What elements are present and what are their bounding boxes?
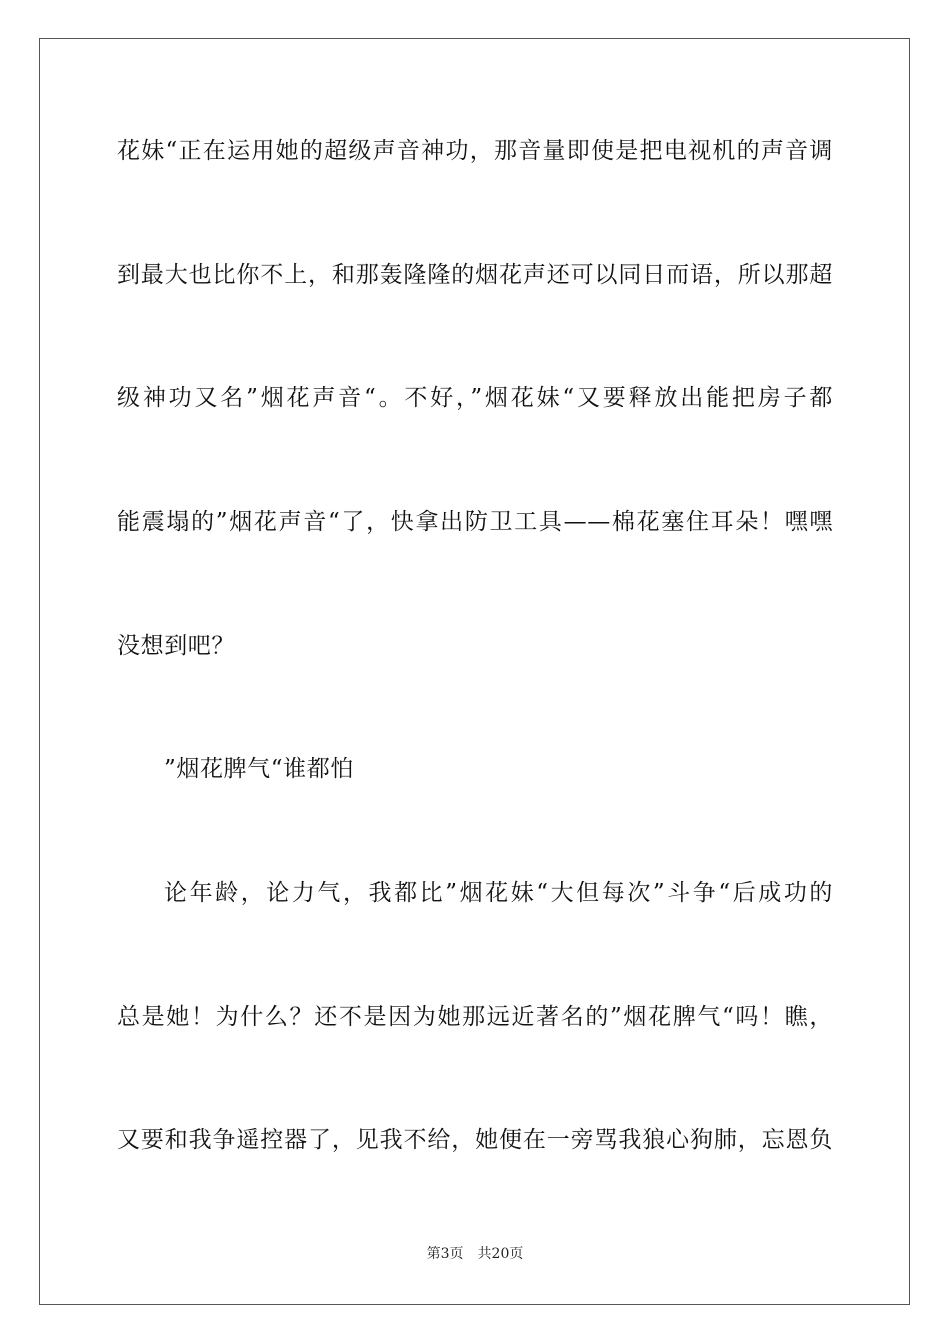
page-footer [0, 1244, 950, 1264]
paragraph-line: 级神功又名”烟花声音“。不好，”烟花妹“又要释放出能把房子都 [117, 385, 833, 411]
paragraph-line: 总是她！为什么？还不是因为她那远近著名的”烟花脾气“吗！瞧， [117, 1004, 833, 1030]
paragraph-line: 到最大也比你不上，和那轰隆隆的烟花声还可以同日而语，所以那超 [117, 262, 833, 288]
paragraph-line: 论年龄，论力气，我都比”烟花妹“大但每次”斗争“后成功的 [164, 880, 833, 906]
page-number: 第3页 [426, 1246, 464, 1262]
paragraph-line: 能震塌的”烟花声音“了，快拿出防卫工具——棉花塞住耳朵！嘿嘿 [117, 509, 833, 535]
paragraph-line: 又要和我争遥控器了，见我不给，她便在一旁骂我狼心狗肺，忘恩负 [117, 1127, 833, 1153]
page-total: 共20页 [477, 1246, 524, 1262]
section-heading: ”烟花脾气“谁都怕 [164, 756, 354, 782]
page-border [39, 38, 910, 1305]
paragraph-line: 花妹“正在运用她的超级声音神功，那音量即使是把电视机的声音调 [117, 138, 833, 164]
paragraph-line: 没想到吧？ [117, 633, 235, 659]
